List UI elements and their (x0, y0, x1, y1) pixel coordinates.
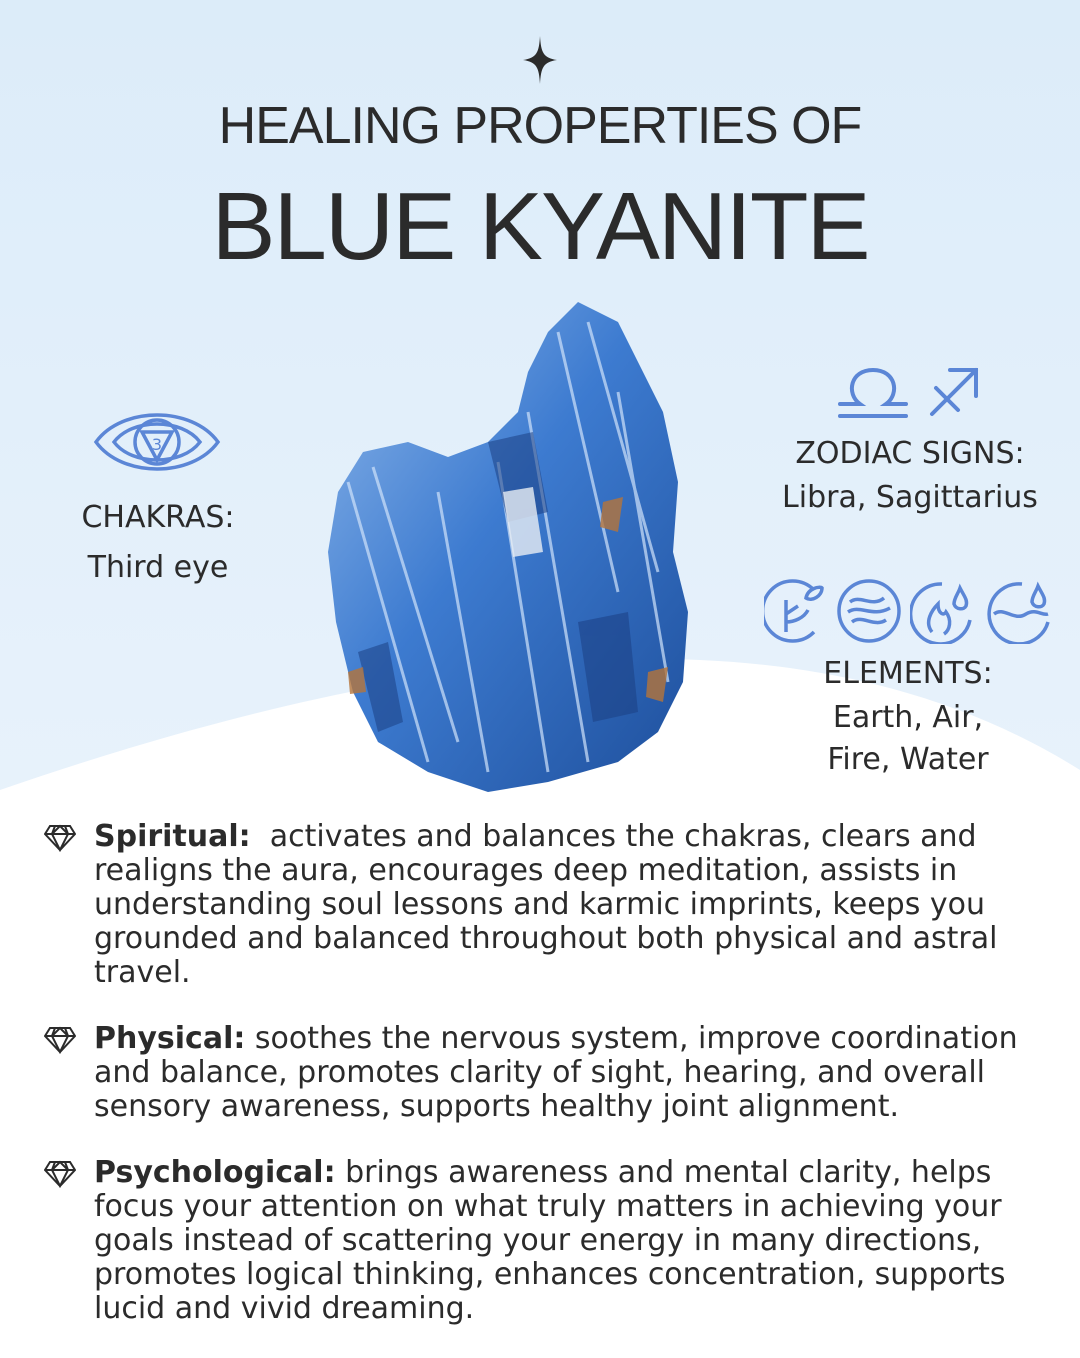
air-icon (836, 578, 902, 644)
property-text: soothes the nervous system, improve coordination and balance, promotes clarity of sight, hearing, and overall sensory awareness, supports healthy joint alignment. (94, 1021, 1028, 1124)
title-line-1: HEALING PROPERTIES OF (218, 97, 862, 155)
elements-value-line-1: Earth, Air, (832, 700, 984, 735)
diamond-icon (44, 1160, 76, 1188)
earth-icon (764, 578, 830, 644)
chakras-value: Third eye (87, 550, 229, 585)
property-text: brings awareness and mental clarity, helps focus your attention on what truly matters in achieving your goals instead of scattering your energy in many directions, promotes logical thinking, enhances concentration, supports lucid and vivid dreaming. (94, 1155, 1016, 1326)
water-icon (986, 578, 1054, 644)
title-line-2: BLUE KYANITE (211, 173, 869, 280)
property-label: Physical: (94, 1021, 246, 1056)
third-eye-chakra-icon (92, 404, 222, 480)
zodiac-value: Libra, Sagittarius (782, 480, 1038, 515)
diamond-icon (44, 824, 76, 852)
property-spiritual (44, 820, 1044, 990)
elements-value-line-2: Fire, Water (827, 742, 989, 777)
kyanite-crystal-image (318, 292, 718, 802)
sagittarius-icon (926, 364, 982, 420)
libra-icon (836, 364, 910, 420)
property-label: Psychological: (94, 1155, 336, 1190)
diamond-icon (44, 1026, 76, 1054)
fire-icon (910, 578, 980, 644)
svg-text:3: 3 (151, 435, 163, 454)
property-physical (44, 1022, 1044, 1124)
zodiac-heading: ZODIAC SIGNS: (795, 436, 1025, 471)
property-text: activates and balances the chakras, clears and realigns the aura, encourages deep meditation, assists in understanding soul lessons and karmic imprints, keeps you grounded and balanced throughout both physical and astral travel. (94, 819, 1007, 990)
elements-heading: ELEMENTS: (823, 656, 993, 691)
property-psychological (44, 1156, 1044, 1326)
properties-list (44, 820, 1044, 1358)
sparkle-icon (523, 36, 557, 84)
chakras-heading: CHAKRAS: (81, 500, 235, 535)
property-label: Spiritual: (94, 819, 251, 854)
